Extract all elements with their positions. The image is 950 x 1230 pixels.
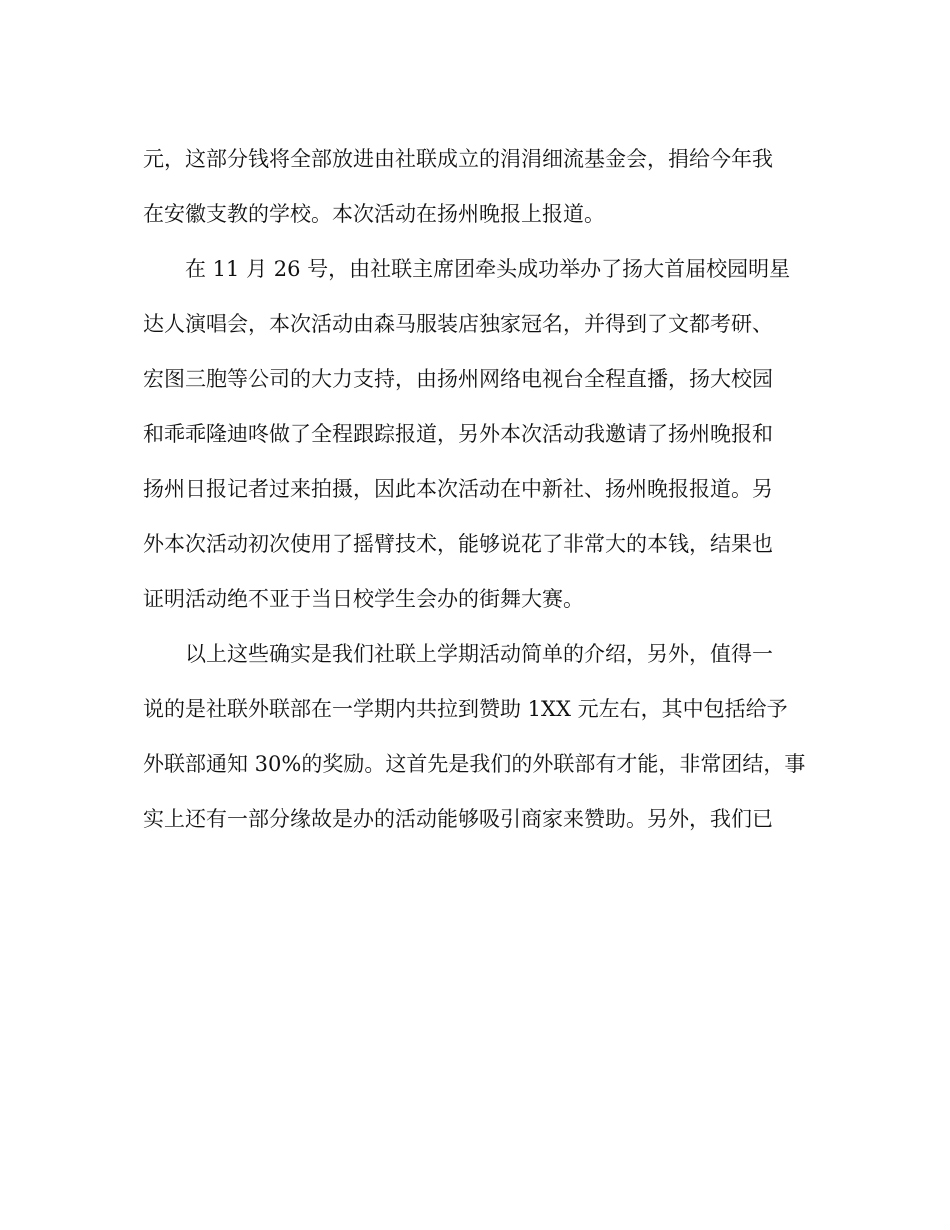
text-line: 外联部通知 30%的奖励。这首先是我们的外联部有才能，非常团结，事 — [143, 752, 806, 776]
text-line: 宏图三胞等公司的大力支持，由扬州网络电视台全程直播，扬大校园 — [143, 367, 773, 391]
text-line: 在安徽支教的学校。本次活动在扬州晚报上报道。 — [143, 202, 605, 226]
paragraph-start-line: 在 11 月 26 号，由社联主席团牵头成功举办了扬大首届校园明星 — [185, 257, 791, 281]
text-line: 实上还有一部分缘故是办的活动能够吸引商家来赞助。另外，我们已 — [143, 807, 773, 831]
text-line: 元，这部分钱将全部放进由社联成立的涓涓细流基金会，捐给今年我 — [143, 147, 773, 171]
text-line: 达人演唱会，本次活动由森马服装店独家冠名，并得到了文都考研、 — [143, 312, 773, 336]
text-line: 外本次活动初次使用了摇臂技术，能够说花了非常大的本钱，结果也 — [143, 532, 773, 556]
text-line: 和乖乖隆迪咚做了全程跟踪报道，另外本次活动我邀请了扬州晚报和 — [143, 422, 773, 446]
text-line: 说的是社联外联部在一学期内共拉到赞助 1XX 元左右，其中包括给予 — [143, 697, 788, 721]
body-text — [143, 138, 823, 853]
paragraph-start-line: 以上这些确实是我们社联上学期活动简单的介绍，另外，值得一 — [185, 642, 773, 666]
text-line: 证明活动绝不亚于当日校学生会办的街舞大赛。 — [143, 587, 584, 611]
text-line: 扬州日报记者过来拍摄，因此本次活动在中新社、扬州晚报报道。另 — [143, 477, 773, 501]
